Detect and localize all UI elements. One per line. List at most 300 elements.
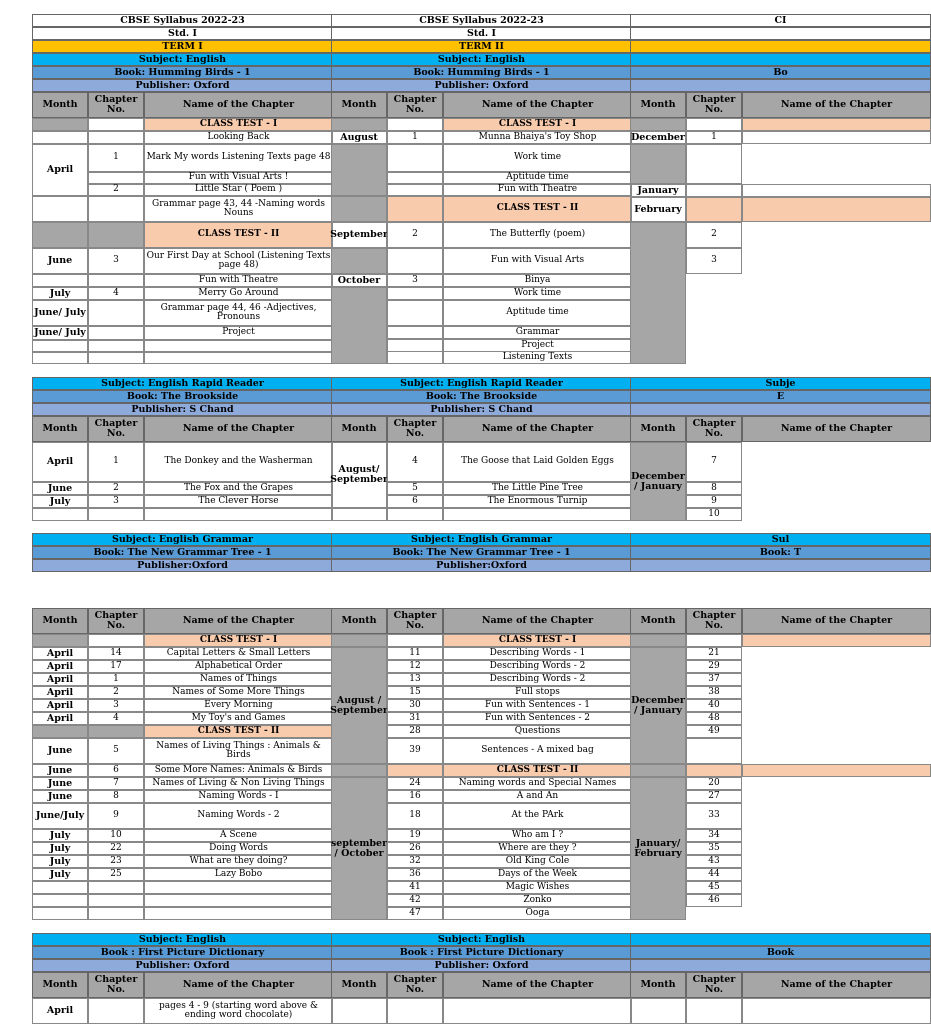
chapter-cell: 6 <box>88 764 144 777</box>
header-publisher: Publisher:Oxford <box>331 559 632 572</box>
chapter-cell: 23 <box>88 855 144 868</box>
chapter-name-cell: Grammar <box>443 326 632 339</box>
header-publisher <box>630 79 931 92</box>
month-cell: February <box>630 197 686 222</box>
chapter-name-cell: The Little Pine Tree <box>443 482 632 495</box>
col-chapter-header: Chapter No. <box>387 92 443 118</box>
chapter-name-cell: Sentences - A mixed bag <box>443 738 632 764</box>
col-chapter-header: Chapter No. <box>686 972 742 998</box>
month-cell: september / October <box>331 777 387 920</box>
header-subject: Subject: English Grammar <box>32 533 333 546</box>
chapter-name-cell: Binya <box>443 274 632 287</box>
chapter-cell: 2 <box>88 482 144 495</box>
chapter-name-cell: Magic Wishes <box>443 881 632 894</box>
header-subject: Subject: English <box>32 53 333 66</box>
chapter-cell: 19 <box>387 829 443 842</box>
month-cell <box>32 907 88 920</box>
chapter-cell: 7 <box>88 777 144 790</box>
class-test-label: CLASS TEST - I <box>144 118 333 131</box>
chapter-cell: 29 <box>686 660 742 673</box>
header-publisher <box>630 559 931 572</box>
month-cell: July <box>32 829 88 842</box>
header-subject: Subject: English <box>331 53 632 66</box>
chapter-cell: 24 <box>387 777 443 790</box>
header-book: Book: The Brookside <box>32 390 333 403</box>
chapter-name-cell: The Clever Horse <box>144 495 333 508</box>
month-cell: December / January <box>630 647 686 764</box>
chapter-cell <box>387 144 443 172</box>
col-name-header: Name of the Chapter <box>443 416 632 442</box>
col-name-header: Name of the Chapter <box>144 416 333 442</box>
chapter-name-cell: Describing Words - 1 <box>443 647 632 660</box>
chapter-name-cell: The Goose that Laid Golden Eggs <box>443 442 632 482</box>
col-month-header: Month <box>32 972 88 998</box>
chapter-cell: 27 <box>686 790 742 803</box>
col-chapter-header: Chapter No. <box>686 608 742 634</box>
chapter-cell <box>387 300 443 326</box>
chapter-cell <box>88 508 144 521</box>
chapter-cell: 47 <box>387 907 443 920</box>
chapter-cell: 43 <box>686 855 742 868</box>
col-month-header: Month <box>32 416 88 442</box>
month-cell <box>32 634 88 647</box>
chapter-name-cell: Work time <box>443 144 632 172</box>
month-cell <box>630 222 686 364</box>
header-publisher <box>630 959 931 972</box>
chapter-name-cell: The Fox and the Grapes <box>144 482 333 495</box>
class-test-label: CLASS TEST - I <box>443 118 632 131</box>
chapter-cell: 8 <box>686 482 742 495</box>
chapter-cell: 1 <box>88 673 144 686</box>
chapter-name-cell: Merry Go Around <box>144 287 333 300</box>
col-month-header: Month <box>331 608 387 634</box>
month-cell <box>32 222 88 248</box>
term-block-3 <box>630 0 931 1024</box>
header-subject <box>630 53 931 66</box>
month-cell: September <box>331 222 387 248</box>
chapter-cell: 9 <box>686 495 742 508</box>
term-block-2 <box>331 0 632 1024</box>
col-name-header: Name of the Chapter <box>144 92 333 118</box>
header-subject: Subject: English <box>32 933 333 946</box>
month-cell <box>32 352 88 364</box>
chapter-cell <box>686 998 742 1024</box>
month-cell: August / September <box>331 647 387 764</box>
header-publisher: Publisher: S Chand <box>331 403 632 416</box>
term-block-1 <box>32 0 333 1024</box>
chapter-name-cell <box>144 340 333 352</box>
month-cell: July <box>32 495 88 508</box>
chapter-name-cell: Names of Living & Non Living Things <box>144 777 333 790</box>
chapter-cell: 3 <box>88 699 144 712</box>
month-cell <box>630 764 686 777</box>
chapter-name-cell: Aptitude time <box>443 172 632 184</box>
col-month-header: Month <box>630 92 686 118</box>
chapter-name-cell: Names of Living Things : Animals & Birds <box>144 738 333 764</box>
chapter-cell: 16 <box>387 790 443 803</box>
col-name-header: Name of the Chapter <box>144 972 333 998</box>
chapter-name-cell <box>443 508 632 521</box>
class-test-label: CLASS TEST - II <box>144 222 333 248</box>
month-cell: August/ September <box>331 442 387 508</box>
col-month-header: Month <box>32 92 88 118</box>
chapter-cell <box>387 184 443 196</box>
chapter-cell: 1 <box>387 131 443 144</box>
chapter-name-cell: Looking Back <box>144 131 333 144</box>
class-test-label: CLASS TEST - II <box>443 764 632 777</box>
chapter-name-cell: Grammar page 43, 44 -Naming words Nouns <box>144 196 333 222</box>
chapter-name-cell <box>144 881 333 894</box>
chapter-name-cell: Naming Words - 2 <box>144 803 333 829</box>
col-chapter-header: Chapter No. <box>686 416 742 442</box>
chapter-cell: 39 <box>387 738 443 764</box>
class-test-label: CLASS TEST - II <box>144 725 333 738</box>
col-month-header: Month <box>331 416 387 442</box>
chapter-name-cell: Our First Day at School (Listening Texts page 48) <box>144 248 333 274</box>
chapter-name-cell: The Enormous Turnip <box>443 495 632 508</box>
month-cell <box>331 287 387 364</box>
col-chapter-header: Chapter No. <box>686 92 742 118</box>
month-cell <box>32 508 88 521</box>
chapter-cell: 35 <box>686 842 742 855</box>
chapter-cell: 40 <box>686 699 742 712</box>
chapter-cell: 38 <box>686 686 742 699</box>
header-book: Book : First Picture Dictionary <box>32 946 333 959</box>
month-cell: July <box>32 287 88 300</box>
col-chapter-header: Chapter No. <box>387 972 443 998</box>
chapter-cell <box>88 725 144 738</box>
month-cell: October <box>331 274 387 287</box>
chapter-name-cell: Fun with Visual Arts ! <box>144 172 333 184</box>
chapter-name-cell: Where are they ? <box>443 842 632 855</box>
chapter-cell <box>686 144 742 184</box>
chapter-cell: 10 <box>88 829 144 842</box>
chapter-cell <box>686 764 742 777</box>
chapter-cell <box>387 508 443 521</box>
header-book: Book: Humming Birds - 1 <box>32 66 333 79</box>
chapter-cell: 46 <box>686 894 742 907</box>
month-cell: December / January <box>630 442 686 521</box>
chapter-cell: 11 <box>387 647 443 660</box>
chapter-cell: 3 <box>88 248 144 274</box>
col-chapter-header: Chapter No. <box>387 416 443 442</box>
month-cell: July <box>32 855 88 868</box>
month-cell: April <box>32 647 88 660</box>
chapter-name-cell <box>144 907 333 920</box>
chapter-cell <box>387 351 443 364</box>
header-book: Book <box>630 946 931 959</box>
chapter-cell: 1 <box>686 131 742 144</box>
chapter-cell <box>387 326 443 339</box>
col-month-header: Month <box>630 972 686 998</box>
header-subject <box>630 933 931 946</box>
chapter-cell: 4 <box>88 287 144 300</box>
chapter-cell: 13 <box>387 673 443 686</box>
header-book: Book: The Brookside <box>331 390 632 403</box>
month-cell: July <box>32 842 88 855</box>
chapter-name-cell: Project <box>144 326 333 340</box>
month-cell <box>32 881 88 894</box>
chapter-cell: 7 <box>686 442 742 482</box>
chapter-name-cell: Project <box>443 339 632 352</box>
chapter-cell <box>88 326 144 340</box>
chapter-cell: 10 <box>686 508 742 521</box>
chapter-cell <box>88 352 144 364</box>
month-cell: June/July <box>32 803 88 829</box>
chapter-cell <box>88 172 144 184</box>
chapter-cell: 9 <box>88 803 144 829</box>
chapter-cell <box>88 300 144 326</box>
month-cell <box>32 725 88 738</box>
chapter-name-cell: Names of Some More Things <box>144 686 333 699</box>
chapter-cell <box>686 634 742 647</box>
chapter-cell <box>387 196 443 222</box>
chapter-cell: 42 <box>387 894 443 907</box>
month-cell: April <box>32 144 88 196</box>
chapter-name-cell: Who am I ? <box>443 829 632 842</box>
header-term: TERM I <box>32 40 333 53</box>
month-cell: June <box>32 764 88 777</box>
header-book: Bo <box>630 66 931 79</box>
chapter-cell <box>387 287 443 300</box>
chapter-cell <box>88 907 144 920</box>
chapter-name-cell: Zonko <box>443 894 632 907</box>
header-publisher: Publisher: Oxford <box>32 959 333 972</box>
month-cell <box>630 998 686 1024</box>
chapter-cell: 25 <box>88 868 144 881</box>
chapter-name-cell: Some More Names: Animals & Birds <box>144 764 333 777</box>
month-cell: June <box>32 482 88 495</box>
chapter-cell: 12 <box>387 660 443 673</box>
chapter-name-cell: Fun with Visual Arts <box>443 248 632 274</box>
chapter-name-cell: Listening Texts <box>443 351 632 364</box>
header-subject: Subject: English Grammar <box>331 533 632 546</box>
chapter-name-cell: Every Morning <box>144 699 333 712</box>
chapter-name-cell <box>144 894 333 907</box>
month-cell <box>32 274 88 287</box>
chapter-cell: 22 <box>88 842 144 855</box>
chapter-name-cell: A Scene <box>144 829 333 842</box>
chapter-cell: 5 <box>88 738 144 764</box>
header-term <box>630 40 931 53</box>
header-publisher: Publisher: Oxford <box>331 959 632 972</box>
month-cell <box>331 998 387 1024</box>
class-test-label <box>742 118 931 131</box>
chapter-name-cell: Describing Words - 2 <box>443 660 632 673</box>
header-publisher <box>630 403 931 416</box>
chapter-cell: 4 <box>387 442 443 482</box>
class-test-label: CLASS TEST - I <box>144 634 333 647</box>
chapter-cell: 14 <box>88 647 144 660</box>
chapter-cell <box>387 764 443 777</box>
month-cell: January <box>630 184 686 197</box>
month-cell <box>630 144 686 184</box>
header-subject: Sul <box>630 533 931 546</box>
chapter-name-cell: Capital Letters & Small Letters <box>144 647 333 660</box>
chapter-cell: 41 <box>387 881 443 894</box>
col-month-header: Month <box>32 608 88 634</box>
month-cell <box>630 634 686 647</box>
month-cell: April <box>32 442 88 482</box>
chapter-cell: 17 <box>88 660 144 673</box>
chapter-cell <box>387 634 443 647</box>
header-book: Book: The New Grammar Tree - 1 <box>32 546 333 559</box>
class-test-label: CLASS TEST - I <box>443 634 632 647</box>
header-std: Std. I <box>32 27 333 40</box>
month-cell <box>32 340 88 352</box>
chapter-cell <box>387 118 443 131</box>
header-std <box>630 27 931 40</box>
col-chapter-header: Chapter No. <box>88 92 144 118</box>
class-test-label <box>742 634 931 647</box>
chapter-name-cell: Days of the Week <box>443 868 632 881</box>
col-name-header: Name of the Chapter <box>443 608 632 634</box>
chapter-cell <box>88 131 144 144</box>
chapter-name-cell: Doing Words <box>144 842 333 855</box>
chapter-cell <box>387 248 443 274</box>
chapter-cell: 48 <box>686 712 742 725</box>
month-cell: June <box>32 738 88 764</box>
col-name-header: Name of the Chapter <box>742 92 931 118</box>
chapter-cell: 44 <box>686 868 742 881</box>
month-cell: June <box>32 790 88 803</box>
month-cell <box>331 764 387 777</box>
chapter-name-cell: Names of Things <box>144 673 333 686</box>
chapter-cell: 37 <box>686 673 742 686</box>
chapter-cell: 2 <box>88 686 144 699</box>
month-cell <box>32 131 88 144</box>
header-syllabus: CBSE Syllabus 2022-23 <box>32 14 333 27</box>
chapter-cell: 32 <box>387 855 443 868</box>
chapter-cell: 30 <box>387 699 443 712</box>
chapter-cell: 15 <box>387 686 443 699</box>
header-syllabus: CBSE Syllabus 2022-23 <box>331 14 632 27</box>
chapter-cell <box>88 634 144 647</box>
header-book: Book: T <box>630 546 931 559</box>
month-cell <box>32 196 88 222</box>
month-cell: April <box>32 699 88 712</box>
chapter-name-cell: Full stops <box>443 686 632 699</box>
month-cell: August <box>331 131 387 144</box>
month-cell <box>331 248 387 274</box>
chapter-cell: 2 <box>387 222 443 248</box>
chapter-name-cell: Fun with Sentences - 2 <box>443 712 632 725</box>
header-std: Std. I <box>331 27 632 40</box>
month-cell <box>331 634 387 647</box>
chapter-cell <box>88 340 144 352</box>
chapter-cell: 18 <box>387 803 443 829</box>
chapter-cell: 33 <box>686 803 742 829</box>
chapter-cell <box>387 998 443 1024</box>
chapter-cell <box>88 881 144 894</box>
month-cell <box>331 118 387 131</box>
chapter-name-cell: Work time <box>443 287 632 300</box>
chapter-cell: 2 <box>88 184 144 196</box>
chapter-cell: 49 <box>686 725 742 738</box>
header-subject: Subje <box>630 377 931 390</box>
chapter-cell <box>686 118 742 131</box>
chapter-cell: 4 <box>88 712 144 725</box>
chapter-cell: 1 <box>88 442 144 482</box>
chapter-name-cell: Mark My words Listening Texts page 48 <box>144 144 333 172</box>
chapter-cell: 2 <box>686 222 742 248</box>
month-cell: December <box>631 131 685 143</box>
chapter-name-cell: Questions <box>443 725 632 738</box>
month-cell: June/ July <box>32 326 88 340</box>
chapter-cell: 3 <box>686 248 742 274</box>
chapter-name-cell: Describing Words - 2 <box>443 673 632 686</box>
class-test-label <box>742 764 931 777</box>
col-name-header: Name of the Chapter <box>144 608 333 634</box>
col-name-header: Name of the Chapter <box>742 972 931 998</box>
month-cell <box>331 196 387 222</box>
chapter-name-cell: Ooga <box>443 907 632 920</box>
chapter-cell: 45 <box>686 881 742 894</box>
header-subject: Subject: English Rapid Reader <box>331 377 632 390</box>
chapter-name-cell <box>742 184 931 197</box>
month-cell: July <box>32 868 88 881</box>
chapter-cell: 1 <box>88 144 144 172</box>
header-publisher: Publisher: Oxford <box>32 79 333 92</box>
chapter-name-cell <box>742 998 931 1024</box>
header-publisher: Publisher: S Chand <box>32 403 333 416</box>
chapter-name-cell: At the PArk <box>443 803 632 829</box>
chapter-name-cell: My Toy's and Games <box>144 712 333 725</box>
header-publisher: Publisher:Oxford <box>32 559 333 572</box>
chapter-cell <box>686 197 742 222</box>
chapter-name-cell: The Donkey and the Washerman <box>144 442 333 482</box>
month-cell: April <box>32 998 88 1024</box>
chapter-name-cell: Old King Cole <box>443 855 632 868</box>
chapter-cell: 28 <box>387 725 443 738</box>
chapter-name-cell: Grammar page 44, 46 -Adjectives, Pronouns <box>144 300 333 326</box>
chapter-cell: 8 <box>88 790 144 803</box>
chapter-cell <box>88 196 144 222</box>
class-test-label <box>742 197 931 222</box>
col-name-header: Name of the Chapter <box>443 972 632 998</box>
header-book: Book : First Picture Dictionary <box>331 946 632 959</box>
month-cell: June <box>32 777 88 790</box>
month-cell: April <box>32 660 88 673</box>
chapter-name-cell <box>144 352 333 364</box>
month-cell: April <box>32 686 88 699</box>
header-publisher: Publisher: Oxford <box>331 79 632 92</box>
chapter-cell: 31 <box>387 712 443 725</box>
month-cell: June <box>32 248 88 274</box>
chapter-name-cell: Alphabetical Order <box>144 660 333 673</box>
header-syllabus: CI <box>630 14 931 27</box>
month-cell <box>630 118 686 131</box>
chapter-cell: 20 <box>686 777 742 790</box>
chapter-name-cell: pages 4 - 9 (starting word above & ending word chocolate) <box>144 998 333 1024</box>
chapter-name-cell <box>742 131 931 144</box>
month-cell <box>32 894 88 907</box>
chapter-name-cell: Fun with Theatre <box>144 274 333 287</box>
chapter-name-cell <box>144 508 333 521</box>
chapter-cell <box>88 222 144 248</box>
chapter-cell: 5 <box>387 482 443 495</box>
chapter-cell: 21 <box>686 647 742 660</box>
month-cell <box>331 508 387 521</box>
chapter-name-cell: The Butterfly (poem) <box>443 222 632 248</box>
chapter-name-cell: Naming words and Special Names <box>443 777 632 790</box>
chapter-cell <box>88 998 144 1024</box>
col-month-header: Month <box>630 416 686 442</box>
col-chapter-header: Chapter No. <box>88 972 144 998</box>
chapter-cell: 6 <box>387 495 443 508</box>
chapter-name-cell: Naming Words - I <box>144 790 333 803</box>
month-cell: January/ February <box>630 777 686 920</box>
